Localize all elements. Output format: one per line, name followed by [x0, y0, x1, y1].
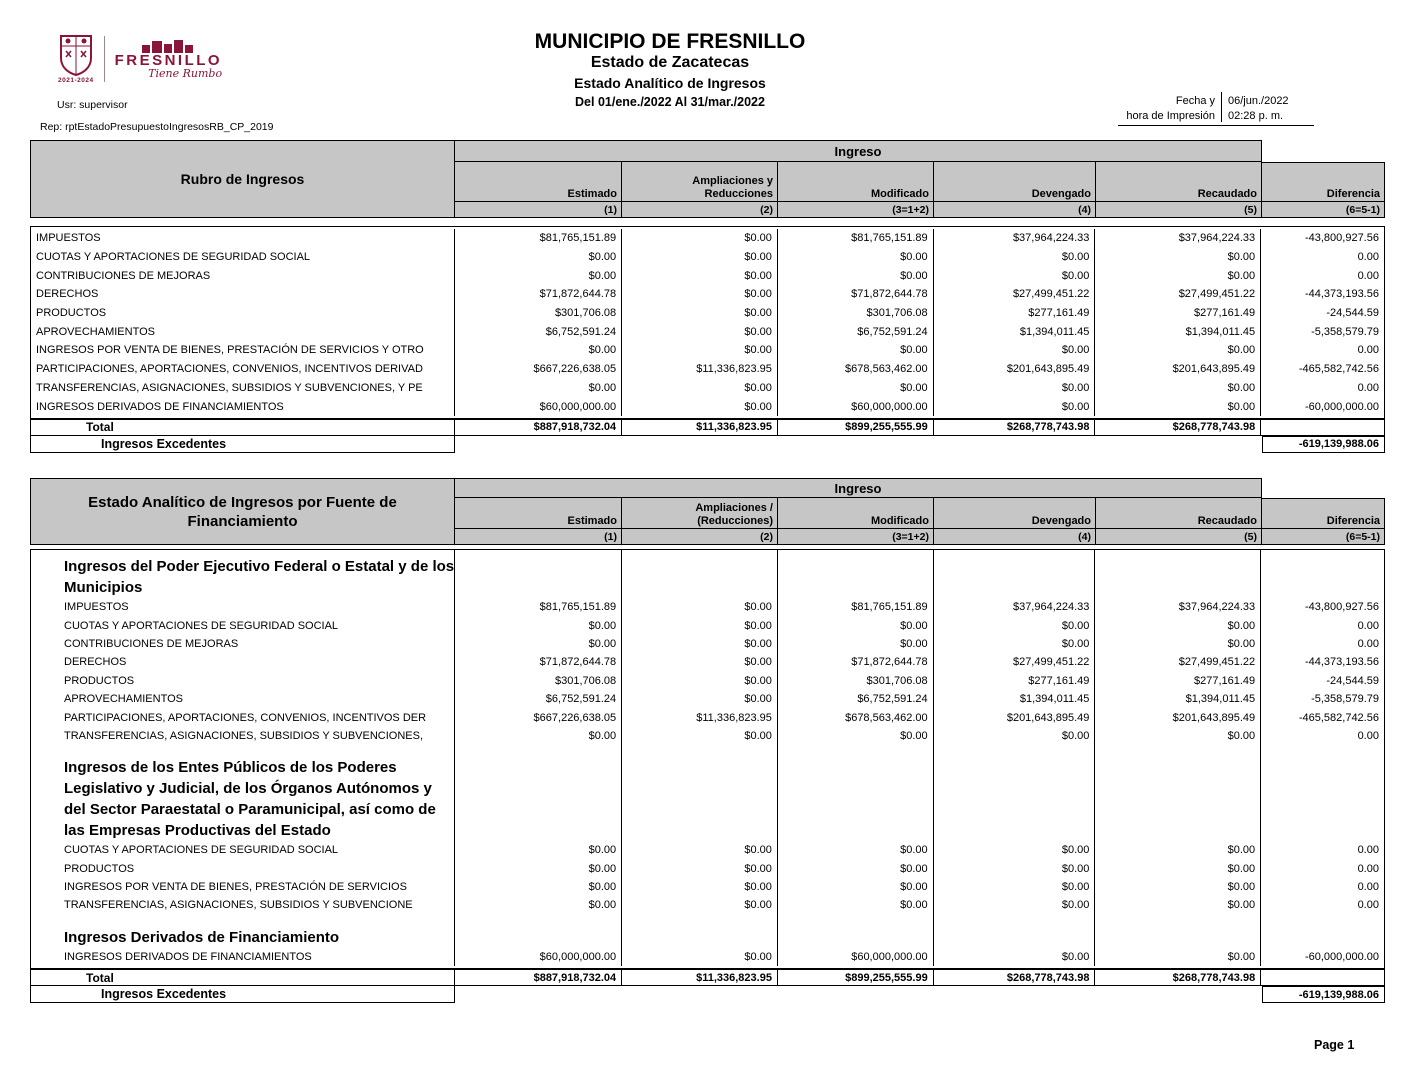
row-label: IMPUESTOS [31, 229, 455, 248]
row-label: TRANSFERENCIAS, ASIGNACIONES, SUBSIDIOS Y SUBVENCIONES, [31, 727, 455, 745]
cell-value: $0.00 [622, 266, 778, 285]
table-row [31, 672, 1384, 690]
table-row [31, 397, 1384, 416]
total-value [1261, 970, 1384, 985]
cell-value: $1,394,011.45 [934, 322, 1096, 341]
column-subheader: (2) [622, 529, 778, 544]
cell-value: $0.00 [455, 635, 622, 653]
total-value: $899,255,555.99 [778, 420, 934, 435]
table-rubro-de-ingresos [30, 140, 1385, 453]
cell-value: -465,582,742.56 [1298, 711, 1379, 724]
cell-value: $60,000,000.00 [778, 948, 934, 966]
table2-total-row [30, 969, 1385, 986]
cell-value: $71,872,644.78 [455, 285, 622, 304]
cell-value: $0.00 [778, 341, 934, 360]
state-subtitle: Estado de Zacatecas [590, 54, 750, 71]
table-row [31, 948, 1384, 966]
cell-value: $0.00 [622, 690, 778, 708]
total-value: $268,778,743.98 [1095, 420, 1261, 435]
excedentes-spacer [455, 986, 1262, 1003]
section-heading-row [31, 745, 1384, 841]
cell-value: $0.00 [778, 878, 934, 896]
excedentes-value: -619,139,988.06 [1262, 436, 1385, 453]
column-subheader: (1) [455, 529, 622, 544]
total-value [1261, 420, 1384, 435]
cell-value: -43,800,927.56 [1304, 232, 1379, 245]
cell-value: $37,964,224.33 [1095, 229, 1261, 248]
column-header: Ampliaciones / (Reducciones) [622, 498, 778, 528]
cell-value: $0.00 [934, 616, 1096, 634]
cell-value: $1,394,011.45 [934, 690, 1096, 708]
ingreso-group-header: Ingreso [455, 478, 1262, 498]
cell-value: $277,161.49 [1095, 672, 1261, 690]
table-row [31, 304, 1384, 323]
cell-value: $0.00 [934, 341, 1096, 360]
table-row [31, 248, 1384, 267]
table-ingresos-por-fuente [30, 478, 1385, 1003]
cell-value: $277,161.49 [934, 672, 1096, 690]
crest [58, 34, 94, 84]
column-header: Modificado [778, 498, 934, 528]
cell-value: $0.00 [1095, 248, 1261, 267]
table-row [31, 266, 1384, 285]
cell-value: $0.00 [622, 948, 778, 966]
column-header: Modificado [778, 162, 934, 201]
report-id-label: Rep: rptEstadoPresupuestoIngresosRB_CP_2019 [40, 121, 274, 133]
excedentes-value: -619,139,988.06 [1262, 986, 1385, 1003]
table-row [31, 708, 1384, 726]
section-heading: Ingresos Derivados de Financiamiento [31, 915, 455, 948]
cell-value: 0.00 [1357, 269, 1379, 282]
table-row [31, 878, 1384, 896]
cell-value: $0.00 [622, 397, 778, 416]
cell-value: $0.00 [455, 266, 622, 285]
cell-value: $0.00 [934, 248, 1096, 267]
fresnillo-logo [58, 34, 222, 84]
cell-value: $81,765,151.89 [455, 229, 622, 248]
total-value: $11,336,823.95 [622, 970, 778, 985]
cell-value: -24,544.59 [1326, 674, 1379, 687]
cell-value: $301,706.08 [455, 672, 622, 690]
cell-value: -5,358,579.79 [1311, 693, 1379, 706]
table-row [31, 598, 1384, 616]
column-header: Ampliaciones y Reducciones [622, 162, 778, 201]
cell-value: 0.00 [1357, 344, 1379, 357]
table-row [31, 841, 1384, 859]
table-row [31, 379, 1384, 398]
cell-value: $0.00 [1095, 266, 1261, 285]
ingreso-band-spacer [1262, 140, 1385, 162]
cell-value: $0.00 [622, 598, 778, 616]
cell-value: $11,336,823.95 [622, 360, 778, 379]
empty-cell [455, 745, 622, 841]
cell-value: $6,752,591.24 [455, 690, 622, 708]
logo-wordmark [115, 39, 223, 80]
cell-value: $27,499,451.22 [1095, 653, 1261, 671]
empty-cell [934, 745, 1096, 841]
row-label: PARTICIPACIONES, APORTACIONES, CONVENIOS, INCENTIVOS DERIVAD [31, 360, 455, 379]
cell-value: $301,706.08 [778, 304, 934, 323]
table-row [31, 653, 1384, 671]
page-number: Page 1 [1314, 1038, 1355, 1052]
column-header: Diferencia [1262, 498, 1385, 528]
cell-value: $0.00 [622, 379, 778, 398]
excedentes-label: Ingresos Excedentes [30, 986, 455, 1003]
total-value: $268,778,743.98 [934, 420, 1096, 435]
empty-cell [778, 550, 934, 598]
time-value: 02:28 p. m. [1228, 110, 1284, 122]
row-label: APROVECHAMIENTOS [31, 690, 455, 708]
cell-value: $0.00 [455, 727, 622, 745]
total-label: Total [31, 420, 455, 435]
empty-cell [1095, 745, 1261, 841]
cell-value: $0.00 [622, 635, 778, 653]
cell-value: 0.00 [1357, 381, 1379, 394]
total-value: $268,778,743.98 [934, 970, 1096, 985]
cell-value: 0.00 [1357, 899, 1379, 912]
skyline-icon [140, 39, 196, 53]
table-row [31, 285, 1384, 304]
cell-value: $0.00 [934, 266, 1096, 285]
table-row [31, 360, 1384, 379]
cell-value: $0.00 [778, 896, 934, 914]
cell-value: $0.00 [1095, 948, 1261, 966]
empty-cell [778, 745, 934, 841]
cell-value: $81,765,151.89 [455, 598, 622, 616]
table1-title: Rubro de Ingresos [30, 140, 455, 218]
cell-value: $0.00 [1095, 727, 1261, 745]
cell-value: $201,643,895.49 [1095, 708, 1261, 726]
empty-cell [455, 915, 622, 948]
cell-value: $0.00 [455, 248, 622, 267]
ingreso-group-header: Ingreso [455, 140, 1262, 162]
table-row [31, 322, 1384, 341]
ingreso-band-spacer [1262, 478, 1385, 498]
date-label: Fecha y [1118, 92, 1222, 107]
empty-cell [1095, 915, 1261, 948]
cell-value: -465,582,742.56 [1298, 363, 1379, 376]
logo-name: FRESNILLO [114, 51, 223, 69]
section-heading-row [31, 550, 1384, 598]
table-row [31, 896, 1384, 914]
table-row [31, 341, 1384, 360]
cell-value: $0.00 [778, 635, 934, 653]
cell-value: $667,226,638.05 [455, 708, 622, 726]
cell-value: -60,000,000.00 [1304, 950, 1379, 963]
column-header: Recaudado [1096, 162, 1262, 201]
cell-value: 0.00 [1357, 844, 1379, 857]
cell-value: $81,765,151.89 [778, 598, 934, 616]
row-label: CUOTAS Y APORTACIONES DE SEGURIDAD SOCIAL [31, 841, 455, 859]
cell-value: $0.00 [778, 266, 934, 285]
cell-value: $0.00 [934, 860, 1096, 878]
cell-value: $0.00 [455, 841, 622, 859]
section-heading-row [31, 915, 1384, 948]
cell-value: $0.00 [934, 878, 1096, 896]
cell-value: $301,706.08 [778, 672, 934, 690]
section-heading: Ingresos de los Entes Públicos de los Poderes Legislativo y Judicial, de los Órganos Autónomos y del Sector Paraestatal o Paramunicipal, así como de las Empresas Productivas del Estado [31, 745, 455, 841]
table-row [31, 690, 1384, 708]
column-header: Diferencia [1262, 162, 1385, 201]
table-row [31, 616, 1384, 634]
cell-value: $60,000,000.00 [455, 948, 622, 966]
logo-tagline: Tiene Rumbo [148, 66, 223, 80]
column-subheader: (1) [455, 202, 622, 217]
table2-body [30, 549, 1385, 969]
row-label: CONTRIBUCIONES DE MEJORAS [31, 266, 455, 285]
column-subheader: (6=5-1) [1262, 529, 1385, 544]
total-value: $268,778,743.98 [1095, 970, 1261, 985]
empty-cell [622, 550, 778, 598]
empty-cell [1261, 550, 1384, 598]
cell-value: $0.00 [455, 379, 622, 398]
cell-value: 0.00 [1357, 637, 1379, 650]
row-label: INGRESOS POR VENTA DE BIENES, PRESTACIÓN DE SERVICIOS Y OTRO [31, 341, 455, 360]
cell-value: $0.00 [622, 860, 778, 878]
cell-value: $0.00 [778, 379, 934, 398]
cell-value: $0.00 [622, 285, 778, 304]
cell-value: $0.00 [934, 379, 1096, 398]
cell-value: -44,373,193.56 [1304, 288, 1379, 301]
row-label: PARTICIPACIONES, APORTACIONES, CONVENIOS, INCENTIVOS DER [31, 708, 455, 726]
table2-title: Estado Analítico de Ingresos por Fuente de Financiamiento [30, 478, 455, 545]
cell-value: $201,643,895.49 [934, 360, 1096, 379]
cell-value: $0.00 [622, 672, 778, 690]
column-subheader: (5) [1096, 529, 1262, 544]
row-label: INGRESOS POR VENTA DE BIENES, PRESTACIÓN DE SERVICIOS [31, 878, 455, 896]
cell-value: $0.00 [934, 841, 1096, 859]
cell-value: 0.00 [1357, 862, 1379, 875]
cell-value: 0.00 [1357, 729, 1379, 742]
cell-value: $0.00 [622, 248, 778, 267]
section-heading: Ingresos del Poder Ejecutivo Federal o Estatal y de los Municipios [31, 550, 455, 598]
title-block [300, 30, 1040, 109]
cell-value: $0.00 [778, 841, 934, 859]
cell-value: $678,563,462.00 [778, 360, 934, 379]
logo-divider [104, 36, 105, 82]
column-subheader: (5) [1096, 202, 1262, 217]
empty-cell [1095, 550, 1261, 598]
column-subheader: (3=1+2) [778, 202, 934, 217]
cell-value: $0.00 [455, 341, 622, 360]
cell-value: $0.00 [622, 229, 778, 248]
cell-value: $6,752,591.24 [778, 690, 934, 708]
page-title: MUNICIPIO DE FRESNILLO [534, 30, 806, 53]
cell-value: $37,964,224.33 [934, 598, 1096, 616]
empty-cell [778, 915, 934, 948]
cell-value: $71,872,644.78 [455, 653, 622, 671]
cell-value: $81,765,151.89 [778, 229, 934, 248]
total-value: $887,918,732.04 [455, 970, 622, 985]
cell-value: $0.00 [622, 304, 778, 323]
row-label: PRODUCTOS [31, 860, 455, 878]
cell-value: $0.00 [455, 896, 622, 914]
cell-value: $6,752,591.24 [778, 322, 934, 341]
cell-value: $0.00 [778, 616, 934, 634]
excedentes-spacer [455, 436, 1262, 453]
report-period: Del 01/ene./2022 Al 31/mar./2022 [575, 95, 765, 109]
table2-columns-header [455, 478, 1385, 545]
column-subheader: (6=5-1) [1262, 202, 1385, 217]
crest-years: 2021-2024 [58, 77, 94, 84]
cell-value: $201,643,895.49 [1095, 360, 1261, 379]
cell-value: -43,800,927.56 [1304, 601, 1379, 614]
cell-value: $0.00 [1095, 379, 1261, 398]
table1-column-labels [455, 162, 1385, 202]
empty-cell [934, 915, 1096, 948]
row-label: PRODUCTOS [31, 672, 455, 690]
row-label: TRANSFERENCIAS, ASIGNACIONES, SUBSIDIOS Y SUBVENCIONES, Y PE [31, 379, 455, 398]
cell-value: $0.00 [622, 616, 778, 634]
cell-value: $0.00 [622, 878, 778, 896]
column-subheader: (3=1+2) [778, 529, 934, 544]
cell-value: $60,000,000.00 [778, 397, 934, 416]
table-row [31, 635, 1384, 653]
cell-value: $0.00 [622, 896, 778, 914]
table-row [31, 727, 1384, 745]
report-title: Estado Analítico de Ingresos [574, 75, 766, 91]
table2-column-subs [455, 529, 1385, 545]
cell-value: $0.00 [1095, 341, 1261, 360]
total-value: $11,336,823.95 [622, 420, 778, 435]
cell-value: $71,872,644.78 [778, 653, 934, 671]
crest-shield-icon [59, 34, 93, 76]
cell-value: $0.00 [1095, 878, 1261, 896]
row-label: APROVECHAMIENTOS [31, 322, 455, 341]
row-label: INGRESOS DERIVADOS DE FINANCIAMIENTOS [31, 948, 455, 966]
row-label: INGRESOS DERIVADOS DE FINANCIAMIENTOS [31, 397, 455, 416]
row-label: CUOTAS Y APORTACIONES DE SEGURIDAD SOCIAL [31, 248, 455, 267]
row-label: IMPUESTOS [31, 598, 455, 616]
column-header: Recaudado [1096, 498, 1262, 528]
column-subheader: (4) [934, 529, 1096, 544]
cell-value: $0.00 [455, 860, 622, 878]
cell-value: $0.00 [934, 727, 1096, 745]
cell-value: $0.00 [1095, 635, 1261, 653]
cell-value: $0.00 [622, 841, 778, 859]
row-label: PRODUCTOS [31, 304, 455, 323]
excedentes-label: Ingresos Excedentes [30, 436, 455, 453]
cell-value: $27,499,451.22 [1095, 285, 1261, 304]
cell-value: $0.00 [622, 727, 778, 745]
column-header: Estimado [455, 162, 622, 201]
cell-value: $0.00 [778, 727, 934, 745]
row-label: CONTRIBUCIONES DE MEJORAS [31, 635, 455, 653]
row-label: DERECHOS [31, 653, 455, 671]
cell-value: $0.00 [1095, 397, 1261, 416]
cell-value: $27,499,451.22 [934, 285, 1096, 304]
total-value: $887,918,732.04 [455, 420, 622, 435]
print-datetime-block [1118, 92, 1314, 126]
table2-excedentes-row [30, 986, 1385, 1003]
cell-value: $301,706.08 [455, 304, 622, 323]
total-value: $899,255,555.99 [778, 970, 934, 985]
cell-value: $1,394,011.45 [1095, 322, 1261, 341]
cell-value: $0.00 [622, 341, 778, 360]
table1-excedentes-row [30, 436, 1385, 453]
cell-value: $0.00 [1095, 616, 1261, 634]
cell-value: -5,358,579.79 [1311, 325, 1379, 338]
total-label: Total [31, 970, 455, 985]
row-label: DERECHOS [31, 285, 455, 304]
cell-value: $71,872,644.78 [778, 285, 934, 304]
table1-header [30, 140, 1385, 218]
cell-value: $0.00 [778, 860, 934, 878]
cell-value: $0.00 [622, 653, 778, 671]
ingreso-band-row [455, 478, 1385, 498]
cell-value: $201,643,895.49 [934, 708, 1096, 726]
cell-value: $60,000,000.00 [455, 397, 622, 416]
cell-value: $0.00 [1095, 841, 1261, 859]
date-value: 06/jun./2022 [1228, 95, 1289, 107]
empty-cell [1261, 915, 1384, 948]
cell-value: $0.00 [455, 878, 622, 896]
table1-body [30, 226, 1385, 419]
column-header: Devengado [934, 162, 1096, 201]
cell-value: $277,161.49 [1095, 304, 1261, 323]
user-label: Usr: supervisor [57, 99, 128, 111]
cell-value: 0.00 [1357, 251, 1379, 264]
cell-value: $0.00 [778, 248, 934, 267]
cell-value: -24,544.59 [1326, 307, 1379, 320]
cell-value: $0.00 [934, 896, 1096, 914]
table-row [31, 860, 1384, 878]
cell-value: $277,161.49 [934, 304, 1096, 323]
column-header: Devengado [934, 498, 1096, 528]
cell-value: $0.00 [1095, 860, 1261, 878]
ingreso-band-row [455, 140, 1385, 162]
empty-cell [1261, 745, 1384, 841]
column-header: Estimado [455, 498, 622, 528]
cell-value: -60,000,000.00 [1304, 400, 1379, 413]
cell-value: $0.00 [1095, 896, 1261, 914]
row-label: TRANSFERENCIAS, ASIGNACIONES, SUBSIDIOS Y SUBVENCIONE [31, 896, 455, 914]
empty-cell [622, 745, 778, 841]
cell-value: $37,964,224.33 [1095, 598, 1261, 616]
cell-value: 0.00 [1357, 619, 1379, 632]
cell-value: -44,373,193.56 [1304, 656, 1379, 669]
time-label: hora de Impresión [1118, 107, 1222, 122]
empty-cell [622, 915, 778, 948]
cell-value: $678,563,462.00 [778, 708, 934, 726]
cell-value: $27,499,451.22 [934, 653, 1096, 671]
cell-value: $11,336,823.95 [622, 708, 778, 726]
cell-value: $0.00 [934, 948, 1096, 966]
column-subheader: (2) [622, 202, 778, 217]
column-subheader: (4) [934, 202, 1096, 217]
table-row [31, 229, 1384, 248]
table2-column-labels [455, 498, 1385, 529]
table2-header [30, 478, 1385, 545]
cell-value: $0.00 [934, 397, 1096, 416]
table1-columns-header [455, 140, 1385, 218]
row-label: CUOTAS Y APORTACIONES DE SEGURIDAD SOCIAL [31, 616, 455, 634]
cell-value: $667,226,638.05 [455, 360, 622, 379]
table1-total-row [30, 419, 1385, 436]
cell-value: $37,964,224.33 [934, 229, 1096, 248]
cell-value: $6,752,591.24 [455, 322, 622, 341]
cell-value: $0.00 [455, 616, 622, 634]
empty-cell [934, 550, 1096, 598]
cell-value: $0.00 [622, 322, 778, 341]
cell-value: $0.00 [934, 635, 1096, 653]
cell-value: 0.00 [1357, 881, 1379, 894]
table1-column-subs [455, 202, 1385, 218]
cell-value: $1,394,011.45 [1095, 690, 1261, 708]
empty-cell [455, 550, 622, 598]
